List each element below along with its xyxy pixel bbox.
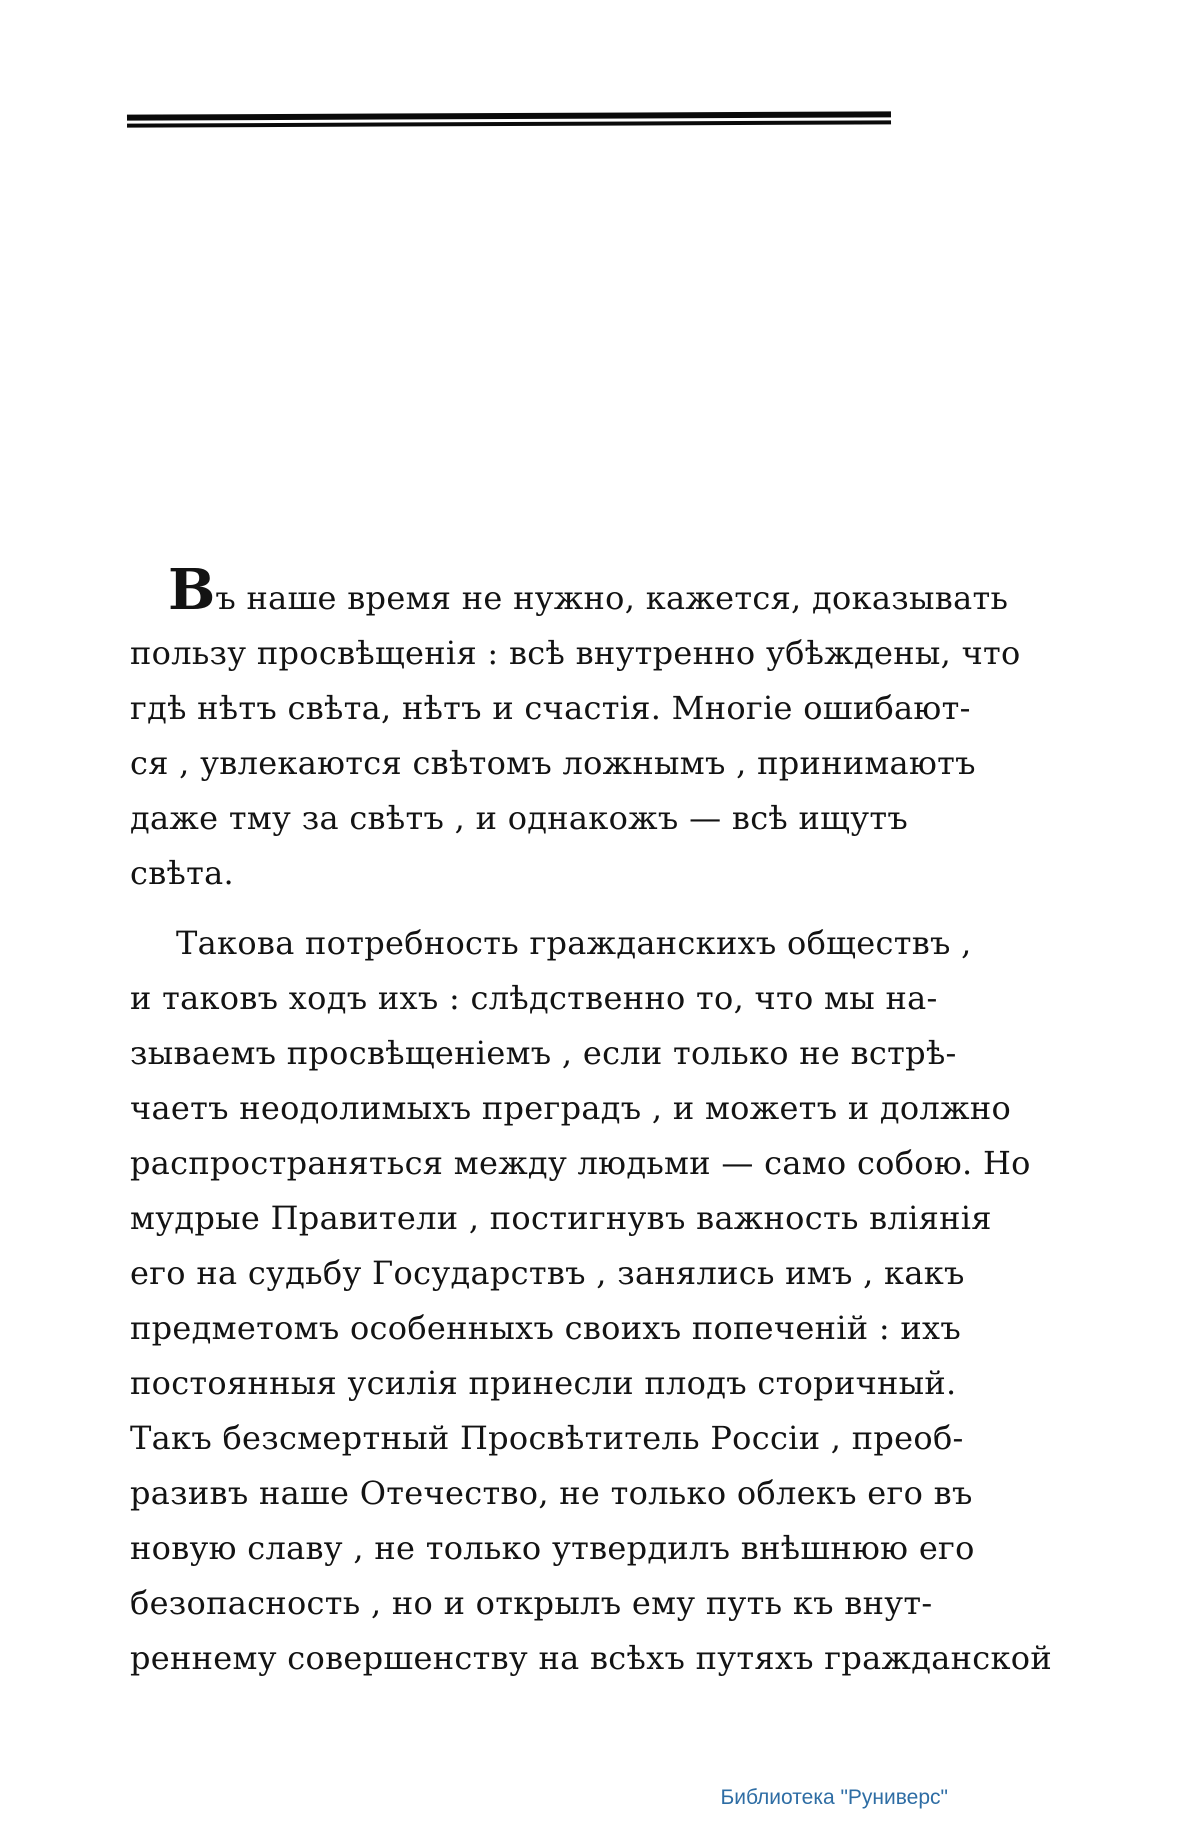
text-line: реннему совершенству на всѣхъ путяхъ гражданской bbox=[130, 1639, 1052, 1677]
double-rule-divider bbox=[127, 111, 891, 127]
text-line: чаетъ неодолимыхъ преградъ , и можетъ и должно bbox=[130, 1089, 1012, 1127]
paragraph-1 bbox=[130, 557, 1021, 901]
text-line: и таковъ ходъ ихъ : слѣдственно то, что мы на- bbox=[130, 979, 938, 1017]
library-watermark: Библиотека "Руниверс" bbox=[720, 1786, 948, 1809]
text-line: разивъ наше Отечество, не только облекъ его въ bbox=[130, 1474, 973, 1512]
text-line: его на судьбу Государствъ , занялись имъ , какъ bbox=[130, 1254, 965, 1292]
text-line: даже тму за свѣтъ , и однакожъ — всѣ ищутъ bbox=[130, 799, 908, 837]
paragraph-2 bbox=[130, 916, 1052, 1686]
text-line: ся , увлекаются свѣтомъ ложнымъ , принимаютъ bbox=[130, 744, 976, 782]
text-line bbox=[130, 557, 1009, 626]
text-line: Такова потребность гражданскихъ обществъ , bbox=[176, 924, 972, 962]
text-line: мудрые Правители , постигнувъ важность вліянія bbox=[130, 1199, 992, 1237]
text-line: Такъ безсмертный Просвѣтитель Россіи , преоб- bbox=[130, 1419, 964, 1457]
text-line: распространяться между людьми — само собою. Но bbox=[130, 1144, 1031, 1182]
text-line: зываемъ просвѣщеніемъ , если только не встрѣ- bbox=[130, 1034, 957, 1072]
text-line: свѣта. bbox=[130, 854, 234, 892]
text-line: предметомъ особенныхъ своихъ попеченій : ихъ bbox=[130, 1309, 962, 1347]
text-line: новую славу , не только утвердилъ внѣшнюю его bbox=[130, 1529, 975, 1567]
dropcap-letter: В bbox=[168, 557, 216, 623]
text-line: безопасность , но и открылъ ему путь къ внут- bbox=[130, 1584, 933, 1622]
text-line: гдѣ нѣтъ свѣта, нѣтъ и счастія. Многіе ошибают- bbox=[130, 689, 971, 727]
text-line: постоянныя усилія принесли плодъ сторичный. bbox=[130, 1364, 957, 1402]
text-line: пользу просвѣщенія : всѣ внутренно убѣждены, что bbox=[130, 634, 1021, 672]
text-line-content: ъ наше время не нужно, кажется, доказывать bbox=[215, 579, 1009, 617]
